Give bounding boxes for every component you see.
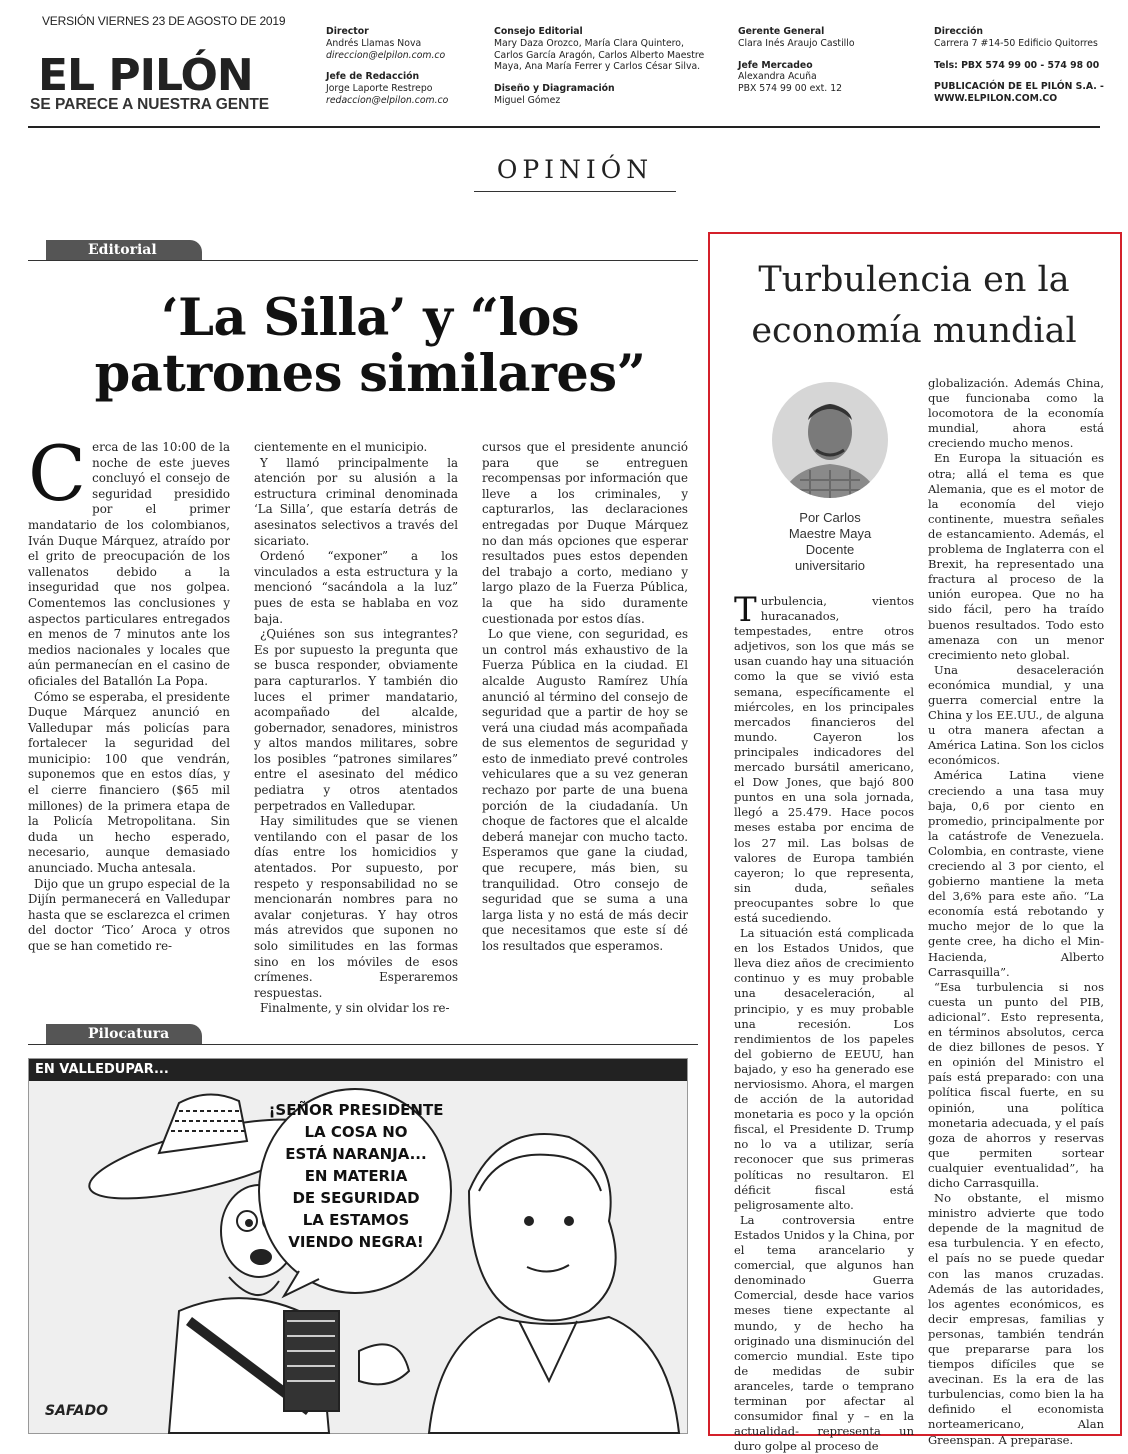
paragraph: Ordenó “exponer” a los vinculados a esta estructura y la mencionó “sacándola a la luz” pues de esta se hablaba en voz baja. <box>254 549 458 626</box>
editorial-column-2 <box>254 440 458 1017</box>
paragraph: No obstante, el mismo ministro advierte que todo depende de la magnitud de esa turbulencia. Y en efecto, el país no se puede quedar con las manos cruzadas. Además de las autoridades, los agentes económicos, es decir empresas, familias y personas, también tendrán que prepararse para los tiempos difíciles que se avecinan. Es la era de las turbulencias, como bien la ha definido el economista norteamericano, Alan Greenspan. A preparase. <box>928 1191 1104 1447</box>
paragraph: América Latina viene creciendo a una tasa muy baja, 0,6 por ciento en promedio, principalmente por la catástrofe de Venezuela. Colombia, en contraste, viene creciendo al 3 por ciento, el gobierno mantiene la meta del 3,6% para este año. “La economía está rebotando y mucho mejor de lo que la gente cree, ha dicho el Min-Hacienda, Alberto Carrasquilla”. <box>928 768 1104 979</box>
paragraph: Dijo que un grupo especial de la Dijín permanecerá en Valledupar hasta que se esclarezca el crimen del doctor ‘Tico’ Aroca y otros que se han cometido re- <box>28 876 230 953</box>
editorial-headline: ‘La Silla’ y “los patrones similares” <box>94 288 646 404</box>
pilocatura-tab: Pilocatura <box>46 1024 202 1044</box>
masthead-rule <box>28 126 1100 128</box>
author-byline: Por Carlos Maestre Maya Docente universitario <box>788 510 872 573</box>
paragraph: Una desaceleración económica mundial, y una guerra comercial entre la China y los EE.UU., de alguna u otra manera afectan a América Latina. Son los ciclos económicos. <box>928 662 1104 768</box>
author-photo <box>770 380 890 500</box>
editorial-tab: Editorial <box>46 240 202 260</box>
newspaper-tagline: SE PARECE A NUESTRA GENTE <box>30 96 270 113</box>
paragraph: cientemente en el municipio. <box>254 440 428 454</box>
staff-direccion: Dirección Carrera 7 #14-50 Edificio Quitorres Tels: PBX 574 99 00 - 574 98 00 PUBLICACIÓN DE EL PILÓN S.A. - WWW.ELPILON.COM.CO <box>934 26 1104 105</box>
section-title: OPINIÓN <box>496 155 654 184</box>
paragraph: La situación está complicada en los Estados Unidos, que lleva diez años de crecimiento continuo y es muy probable una desaceleración, al principio, y es muy probable una recesión. Los rendimientos de los papeles del gobierno de EEUU, han bajado, y eso ha generado ese nerviosismo. Ahora, el margen de acción de la autoridad monetaria es poco y la opción fiscal, el Presidente D. Trump no lo va a utilizar, sería reconocer que sus primeras políticas no resultaron. El déficit fiscal está peligrosamente alto. <box>734 926 914 1212</box>
speech-text: ¡SEÑOR PRESIDENTE LA COSA NO ESTÁ NARANJA... EN MATERIA DE SEGURIDAD LA ESTAMOS VIENDO NEGRA! <box>268 1101 444 1251</box>
staff-consejo: Consejo Editorial Mary Daza Orozco, María Clara Quintero, Carlos García Aragón, Carlos Alberto Maestre Maya, Ana María Ferrer y Carlos César Silva. Diseño y Diagramación Miguel Gómez <box>494 26 705 106</box>
paragraph: Lo que viene, con seguridad, es un control más exhaustivo de la Fuerza Pública en la ciudad. El alcalde Augusto Ramírez Uhía anunció al término del consejo de seguridad que a partir de hoy se verá una ciudad más acompañada de sus elementos de seguridad y esto de inmediato prevé controles vehiculares que a su vez generan rechazo por parte de una buena porción de la ciudadanía. Un choque de factores que el alcalde deberá manejar con mucho tacto. Esperamos que gane la ciudad, que recupere, más bien, su tranquilidad. Otro consejo de seguridad que se suma a una larga lista y no está de más decir que necesitamos que este sí dé los resultados que esperamos. <box>482 627 688 953</box>
paragraph: Hay similitudes que se vienen ventilando con el pasar de los días entre los homicidios y atentados. Por supuesto, por respeto y responsabilidad no se mencionarán nombres para no avalar conjeturas. Y hay otros más atrevidos que suponen no solo similitudes en las formas sino en los móviles de esos crímenes. Esperaremos respuestas. <box>254 814 458 1000</box>
editorial-dropcap: C <box>28 429 87 518</box>
cartoonist-signature: SAFADO <box>45 1403 109 1419</box>
paragraph: “Esa turbulencia si nos cuesta un punto del PIB, adicional”. Esto representa, en términos absolutos, cerca de diez billones de pesos. Y en opinión del Ministro el país está preparado: con una política fiscal fuerte, en su opinión, una política monetaria adecuada, y el país goza de ahorros y reservas que permiten sortear cualquier eventualidad”, ha dicho Carrasquilla. <box>928 979 1104 1190</box>
opinion-dropcap: T <box>734 590 757 630</box>
editorial-tab-rule <box>28 260 698 261</box>
staff-gerencia: Gerente General Clara Inés Araujo Castillo Jefe Mercadeo Alexandra Acuña PBX 574 99 00 ext. 12 <box>738 26 855 95</box>
edition-date: VERSIÓN VIERNES 23 DE AGOSTO DE 2019 <box>42 14 286 28</box>
editorial-column-3 <box>482 440 688 955</box>
paragraph: cursos que el presidente anunció para que se entreguen recompensas por información que lleve a los criminales, y capturarlos, las declaraciones entregadas por Duque Márquez no dan más opciones que esperar resultados pues estos dependen del trabajo a corto, mediano y largo plazo de la Fuerza Pública, la que ha sido duramente cuestionada por estos días. <box>482 440 688 626</box>
cartoon-label: EN VALLEDUPAR... <box>35 1062 169 1077</box>
editorial-column-1 <box>28 429 230 955</box>
opinion-column-1 <box>734 590 914 1454</box>
paragraph: urbulencia, vientos huracanados, tempestades, entre otros adjetivos, son los que más se usan cuando hay una situación como la que se vivió esta semana, específicamente el miércoles, en los principales mercados financieros del mundo. Cayeron los principales indicadores del mercado bursátil americano, el Dow Jones, que bajó 800 puntos en una sola jornada, llegó a 25.479. Hace pocos meses estaba por encima de los 27 mil. Las bolsas de valores de Europa también cayeron; lo que representa, sin duda, señales preocupantes sobre lo que está sucediendo. <box>734 594 914 925</box>
newspaper-logo: EL PILÓN <box>38 50 253 101</box>
opinion-title: Turbulencia en la economía mundial <box>751 260 1077 351</box>
section-title-rule <box>474 191 676 192</box>
paragraph: Cómo se esperaba, el presidente Duque Márquez anunció en Valledupar más policías para fortalecer la seguridad del municipio: 100 que vendrán, suponemos que en estos días, y el cierre financiero ($65 mil millones) de la primera etapa de la Policía Metropolitana. Sin duda un hecho esperado, necesario, aunque demasiado anunciado. Mucha antesala. <box>28 689 230 876</box>
paragraph: La controversia entre Estados Unidos y la China, por el tema arancelario y comercial, que algunos han denominado Guerra Comercial, desde hace varios meses tiene expectante al mundo, y de hecho ha originado una disminución del comercio mundial. Este tipo de medidas de subir aranceles, tarde o temprano terminan por afectar al consumidor final y – en la actualidad- representa un duro golpe al proceso de <box>734 1212 914 1454</box>
paragraph: En Europa la situación es otra; allá el tema es que Alemania, que es el motor de la economía del viejo continente, muestra señales de estancamiento. Además, el problema de Inglaterra con el Brexit, ha representado una fractura al proceso de la unión europea. Que no ha sido fácil, pero ha traído buenos resultados. Todo esto amenaza con un menor crecimiento neto global. <box>928 451 1104 662</box>
cartoon-illustration <box>28 1058 688 1434</box>
paragraph: ¿Quiénes son sus integrantes? Es por supuesto la pregunta que se busca responder, obviamente para capturarlos. Y también dio luces el primer mandatario, acompañado del alcalde, gobernador, senadores, ministros y altos mandos militares, sobre los posibles “patrones similares” entre el asesinato del médico pediatra y otros atentados perpetrados en Valledupar. <box>254 627 458 813</box>
paragraph: Y llamó principalmente la atención por su alusión a la estructura criminal denominada ‘La Silla’, que estaría detrás de asesinatos selectivos a través del sicariato. <box>254 455 458 548</box>
paragraph: erca de las 10:00 de la noche de este jueves concluyó el consejo de seguridad presidido por el primer mandatario de los colombianos, Iván Duque Márquez, atraído por el grito de preocupación de los vallenatos debido a la inseguridad que nos golpea. Comentemos las conclusiones y aspectos particulares entregados en menos de 7 minutos ante los medios nacionales y locales que aún permanecían en el casino de oficiales del Batallón La Popa. <box>28 440 230 688</box>
opinion-column-2 <box>928 376 1104 1448</box>
paragraph: Finalmente, y sin olvidar los re- <box>260 1001 450 1016</box>
paragraph: globalización. Además China, que funcionaba como la locomotora de la economía mundial, ahora está creciendo mucho menos. <box>928 376 1104 451</box>
pilocatura-tab-rule <box>28 1044 698 1045</box>
staff-director: Director Andrés Llamas Nova direccion@elpilon.com.co Jefe de Redacción Jorge Laporte Restrepo redaccion@elpilon.com.co <box>326 26 449 106</box>
